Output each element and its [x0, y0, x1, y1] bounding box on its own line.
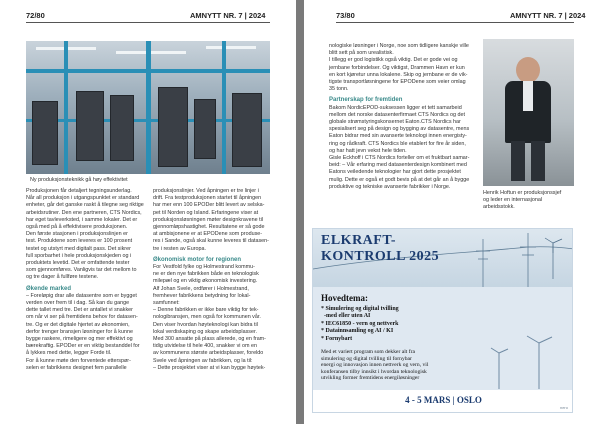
person-leg-right [531, 141, 545, 181]
ad-date: 4 - 5 MARS | OSLO [405, 395, 482, 405]
body-text-line: av kommunens største arbeidsplasser, foreldo [153, 350, 264, 357]
body-text-line: mulig. Dette er også et godt bevis på at det går an å bygge [329, 176, 470, 183]
body-text-line: som gjennomføres. Vanligvis tar det mellom to [26, 267, 137, 274]
body-text-line: I tillegg er god logistikk også viktig. Det er gode vei og [329, 57, 458, 64]
body-text-line: Alf Johan Svele, ordfører i Holmestrand, [153, 285, 249, 292]
body-text-line: Eatons veiledende teknologier har gjort dette prosjektet [329, 169, 461, 176]
body-text-line: bygge raskere, rimeligere og mer effektivt og [26, 336, 133, 343]
body-text-line: Gisle Eckhoff i CTS Nordics forteller om et fruktbart samar- [329, 155, 470, 162]
body-text-line: tigste transportløsningene for EPODene som veier omlag [329, 79, 466, 86]
ad-body-line: konferansen tilby innsikt i hvordan teknologisk [321, 368, 427, 375]
body-text-line: produktets levetid. Det er omfattende tester [26, 260, 130, 267]
magazine-name: AMNYTT NR. 7 [510, 11, 563, 20]
ad-body-line: utvikling former fremtidens energiløsninger [321, 375, 420, 382]
ad-body-line: simulering og digital tvilling til fornybar [321, 355, 412, 362]
ad-bullets [321, 306, 399, 343]
ad-bullet-item: * Simulering og digital tvilling [321, 306, 399, 312]
body-text-line: test. Produktene som leveres er 100 prosent [26, 238, 133, 245]
factory-photo [26, 41, 270, 174]
body-text-line: Bakom NordicEPOD-suksessen ligger et tett samarbeid [329, 104, 462, 111]
body-text-line: Eaton bidrar med sin avanserte teknologi innen energisty- [329, 133, 467, 140]
body-text-line: mellom det norske datasenterfirmaet CTS Nordics og det [329, 111, 466, 118]
section-subheading: Partnerskap for fremtiden [329, 97, 403, 104]
body-text-line: – Foreløpig drar alle datasentre som er bygget [26, 292, 137, 299]
page-number: 72/80 [26, 11, 45, 20]
body-text-line: og har hatt jevn vekst hele tiden. [329, 147, 407, 154]
body-text-line: drift. Fra testproduksjonen startet til åpningen [153, 195, 262, 202]
body-text-line: full sporbarhet i hele produksjonskjeden og i [26, 252, 132, 259]
body-text-line: tre i resten av Europa. [153, 245, 207, 252]
ad-bullet-item: -med eller uten AI [321, 313, 371, 320]
left-column-1 [26, 188, 144, 372]
person-shirt [523, 81, 533, 111]
body-text-line: at ambisjonene er at EPODene som produse- [153, 231, 263, 238]
body-text-line: jernbane forbindelser. Og viktigst, Drammen Havn er kun [329, 64, 465, 71]
body-text-line: fremhever fabrikkens betydning for lokal- [153, 292, 251, 299]
body-text-line: enheter, går det ganske raskt å tilegne seg riktige [26, 202, 144, 209]
body-text-line: også med på å effektivisere produksjonen. [26, 224, 128, 231]
body-text-line: samfunnet: [153, 300, 180, 307]
magazine-title: AMNYTT NR. 7 | 2024 [190, 11, 266, 20]
caption-line: og leder en internasjonal [483, 197, 543, 203]
right-header [304, 11, 600, 23]
body-text-line: pet til Norden og Island. Erfaringene viser at [153, 209, 259, 216]
photo-caption: Ny produksjonsteknikk gå høy effektivitet [30, 177, 128, 183]
ad-body [321, 349, 471, 382]
body-text-line: arbeidsrutiner. Den ene partneren, CTS Nordics, [26, 209, 142, 216]
body-text-line: Svele ved åpningen av fabrikken, og la til: [153, 357, 253, 364]
body-text-line: 35 tonn. [329, 86, 349, 93]
body-text-line: globale strømstyringskonsernet Eaton.CTS Nordics har [329, 119, 461, 126]
body-text-line: Når all produksjon i utgangspunktet er standard [26, 195, 140, 202]
body-text-line: Den første stasjonen i produksjonslinjen er [26, 231, 128, 238]
body-text-line: blitt sett på som urealistisk. [329, 50, 394, 57]
body-text-line: om når vi ser på fremtidens behov for datasen- [26, 314, 138, 321]
body-text-line: spesialisert seg på design og bygging av datasentre, mens [329, 126, 470, 133]
body-text-line: selen er fabrikkens designet fem parallelle [26, 364, 127, 371]
left-page [0, 0, 296, 424]
portrait-photo [483, 39, 574, 186]
ad-bullet-item: * Datainnsamling og AI / KI [321, 328, 394, 335]
person-leg-left [511, 141, 525, 181]
body-text-line: tre. Og er det digitale hjertet av økonomien, [26, 321, 130, 328]
ad-bullet-item: * Fornybart [321, 335, 353, 342]
body-text-line: bærekraftig. EPODer er en viktig bestanddel for [26, 343, 140, 350]
body-text-line: nologiske løsninger i Norge, noe som tidligere kanskje ville [329, 43, 469, 49]
page-gutter [296, 0, 304, 424]
body-text-line: Den viser hvordan høyteknologi kan bidra til [153, 321, 258, 328]
ad-wind-turbine-graphic [479, 333, 569, 389]
left-header [0, 11, 296, 23]
body-text-line: nologibransjen, men også for kommunen vår. [153, 314, 261, 321]
magazine-title: AMNYTT NR. 7 | 2024 [510, 11, 586, 20]
header-rule [336, 22, 574, 23]
header-rule [26, 22, 270, 23]
body-text-line: gjennomløpshastighet. Resultatene er så gode [153, 224, 265, 231]
ad-bullet-item: * IEC61850 - vern og nettverk [321, 320, 399, 327]
magazine-name: AMNYTT NR. 7 [190, 11, 243, 20]
section-subheading: Økonomisk motor for regionen [153, 256, 242, 263]
ad-heading: Hovedtema: [321, 293, 368, 303]
body-text-line: beid: – Vår erfaring med datasenterdesign kombinert med [329, 162, 467, 169]
body-text-line: Produksjonen får detaljert tegningsunderlag. [26, 188, 132, 194]
caption-line: arbeidsstokk. [483, 204, 515, 210]
ad-body-line: Med et variert program som dekker alt fra [321, 349, 415, 355]
body-text-line: milepæl og en viktig økonomisk investering. [153, 278, 258, 285]
ad-title-line-2: KONTROLL 2025 [321, 249, 440, 264]
body-text-line: lokal verdiskaping og skape arbeidsplasser. [153, 328, 257, 335]
section-subheading: Økende marked [26, 285, 72, 292]
body-text-line: å lykkes med dette, legger Forde til. [26, 350, 112, 357]
body-text-line: verden over frem til i dag. Så kan du gange [26, 300, 130, 307]
ad-body-line: energi og innovasjon innen nettverk og vern, vil [321, 362, 429, 369]
body-text-line: har eget tavleverksted, i samme lokaler. Det er [26, 216, 138, 223]
portrait-caption [483, 190, 583, 211]
left-column-2 [153, 188, 271, 372]
advertisement[interactable] [312, 228, 573, 413]
body-text-line: – Denne fabrikken er ikke bare viktig for tek- [153, 307, 259, 314]
body-text-line: For Vestfold fylke og Holmestrand kommu- [153, 264, 255, 271]
ad-banner [313, 229, 573, 291]
right-page [304, 0, 600, 424]
body-text-line: – Dette prosjektet viser at vi kan bygge høytek- [153, 364, 266, 371]
body-text-line: ring og rådkraft. CTS Nordics ble etablert for fire år siden, [329, 140, 466, 147]
body-text-line: en kort kjøretur unna lokalene. Skip og jernbane er de vik- [329, 71, 468, 78]
page-number: 73/80 [336, 11, 355, 20]
magazine-year: 2024 [248, 11, 266, 20]
body-text-line: derfor trenger bransjen løsninger for å kunne [26, 328, 133, 335]
body-text-line: produksjonslinjer. Ved åpningen er tre linjer i [153, 188, 259, 194]
body-text-line: produksjonsløsningen møter designkravene til [153, 216, 263, 223]
body-text-line: og tre dager å fullføre testene. [26, 274, 99, 281]
ad-title-line-1: ELKRAFT- [321, 233, 397, 248]
magazine-year: 2024 [568, 11, 586, 20]
caption-line: Henrik Hoftun er produksjonssjef [483, 190, 562, 196]
ad-logo: nero [559, 405, 568, 410]
body-text-line: ne er den nye fabrikken både en teknologisk [153, 271, 259, 278]
body-text-line: dette tallet med tre. Det er antallet vi snakker [26, 307, 133, 314]
body-text-line: Med 300 ansatte på plass allerede, og en fram- [153, 336, 266, 343]
body-text-line: testet og utstyrt med digitalt pass. Det sikrer [26, 245, 131, 252]
body-text-line: tidig utvidelse til hele 400, snakker vi om en [153, 343, 257, 350]
body-text-line: res i Sande, også skal kunne leveres til datasen- [153, 238, 269, 245]
right-column-1 [329, 43, 479, 191]
body-text-line: produktive og tekniske avanserte fabrikker i Norge. [329, 183, 451, 190]
body-text-line: For å kunne møte den forventede etterspør- [26, 357, 131, 364]
person-head [516, 57, 540, 83]
body-text-line: har mer enn 100 EPODer blitt levert av selska- [153, 202, 265, 209]
ad-title [321, 233, 439, 265]
